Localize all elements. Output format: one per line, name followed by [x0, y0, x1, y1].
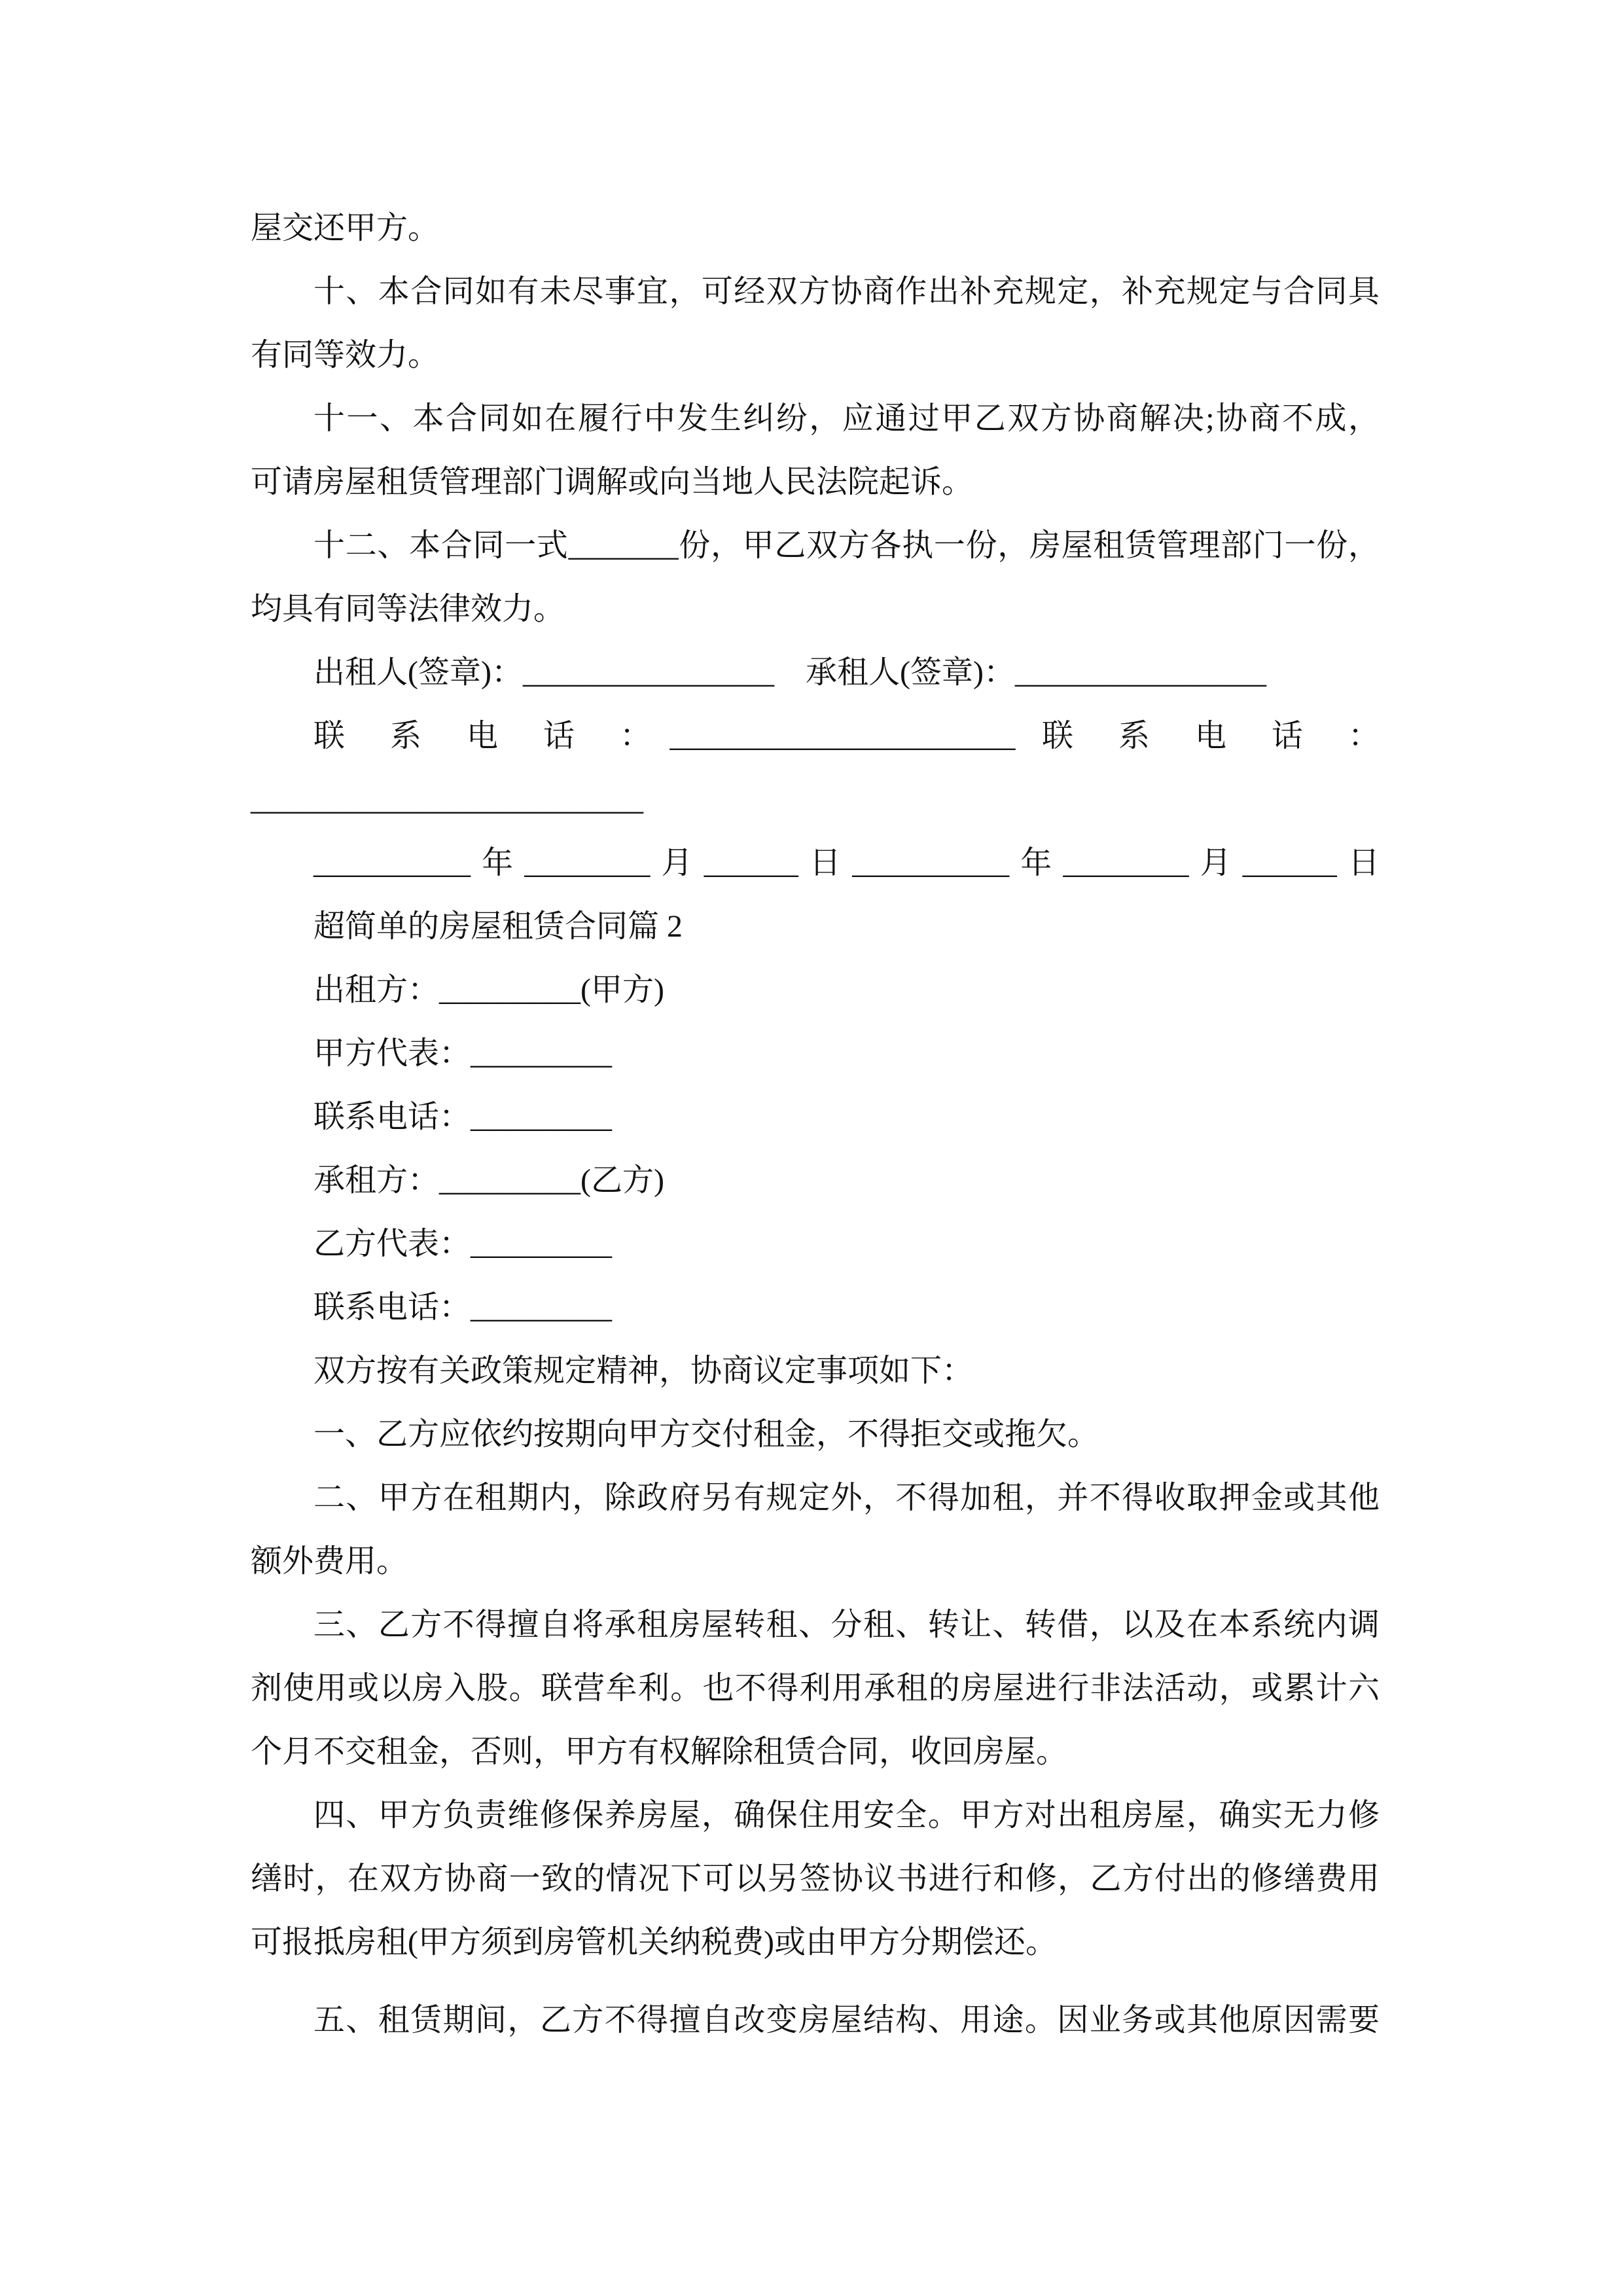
- lessee-representative-field: 乙方代表：_________: [313, 1227, 613, 1261]
- date-row: __________年________月______日__________年________月______日: [313, 846, 1380, 880]
- clause-3-line-3: 个月不交租金，否则，甲方有权解除租赁合同，收回房屋。: [251, 1734, 1068, 1769]
- signature-row: 出租人(签章)：________________ 承租人(签章)：________________: [313, 655, 1266, 690]
- clause-3-line-2: 剂使用或以房入股。联营牟利。也不得利用承租的房屋进行非法活动，或累计六: [251, 1671, 1380, 1706]
- clause-3-line-1: 三、乙方不得擅自将承租房屋转租、分租、转让、转借，以及在本系统内调: [313, 1607, 1380, 1642]
- phone-row: 联 系 电 话 ：______________________ 联 系 电 话 ：: [313, 719, 1380, 753]
- clause-4-line-2: 缮时，在双方协商一致的情况下可以另签协议书进行和修，乙方付出的修缮费用: [251, 1861, 1380, 1896]
- paragraph-tail-return-house: 屋交还甲方。: [251, 211, 440, 245]
- clause-2-line-2: 额外费用。: [251, 1544, 408, 1579]
- clause-11-line-1: 十一、本合同如在履行中发生纠纷，应通过甲乙双方协商解决;协商不成，: [313, 401, 1380, 436]
- clause-11-line-2: 可请房屋租赁管理部门调解或向当地人民法院起诉。: [251, 465, 974, 499]
- section-2-title: 超简单的房屋租赁合同篇 2: [313, 909, 683, 944]
- phone-blank-line: _________________________: [251, 782, 643, 817]
- clause-12-line-2: 均具有同等法律效力。: [251, 592, 565, 626]
- clause-1-line-1: 一、乙方应依约按期向甲方交付租金，不得拒交或拖欠。: [313, 1417, 1099, 1452]
- lessee-phone-field: 联系电话：_________: [313, 1290, 613, 1325]
- clause-5-line-1: 五、租赁期间，乙方不得擅自改变房屋结构、用途。因业务或其他原因需要: [313, 2003, 1380, 2037]
- clause-10-line-2: 有同等效力。: [251, 338, 440, 372]
- preamble-line: 双方按有关政策规定精神，协商议定事项如下：: [313, 1354, 974, 1388]
- clause-12-line-1: 十二、本合同一式_______份，甲乙双方各执一份，房屋租赁管理部门一份，: [313, 528, 1380, 563]
- clause-4-line-1: 四、甲方负责维修保养房屋，确保住用安全。甲方对出租房屋，确实无力修: [313, 1798, 1380, 1833]
- clause-4-line-3: 可报抵房租(甲方须到房管机关纳税费)或由甲方分期偿还。: [251, 1925, 1057, 1960]
- clause-2-line-1: 二、甲方在租期内，除政府另有规定外，不得加租，并不得收取押金或其他: [313, 1480, 1380, 1515]
- lessor-phone-field: 联系电话：_________: [313, 1100, 613, 1134]
- lessee-field: 承租方：_________(乙方): [313, 1163, 664, 1198]
- lessor-field: 出租方：_________(甲方): [313, 973, 664, 1007]
- lessor-representative-field: 甲方代表：_________: [313, 1036, 613, 1071]
- clause-10-line-1: 十、本合同如有未尽事宜，可经双方协商作出补充规定，补充规定与合同具: [313, 274, 1380, 309]
